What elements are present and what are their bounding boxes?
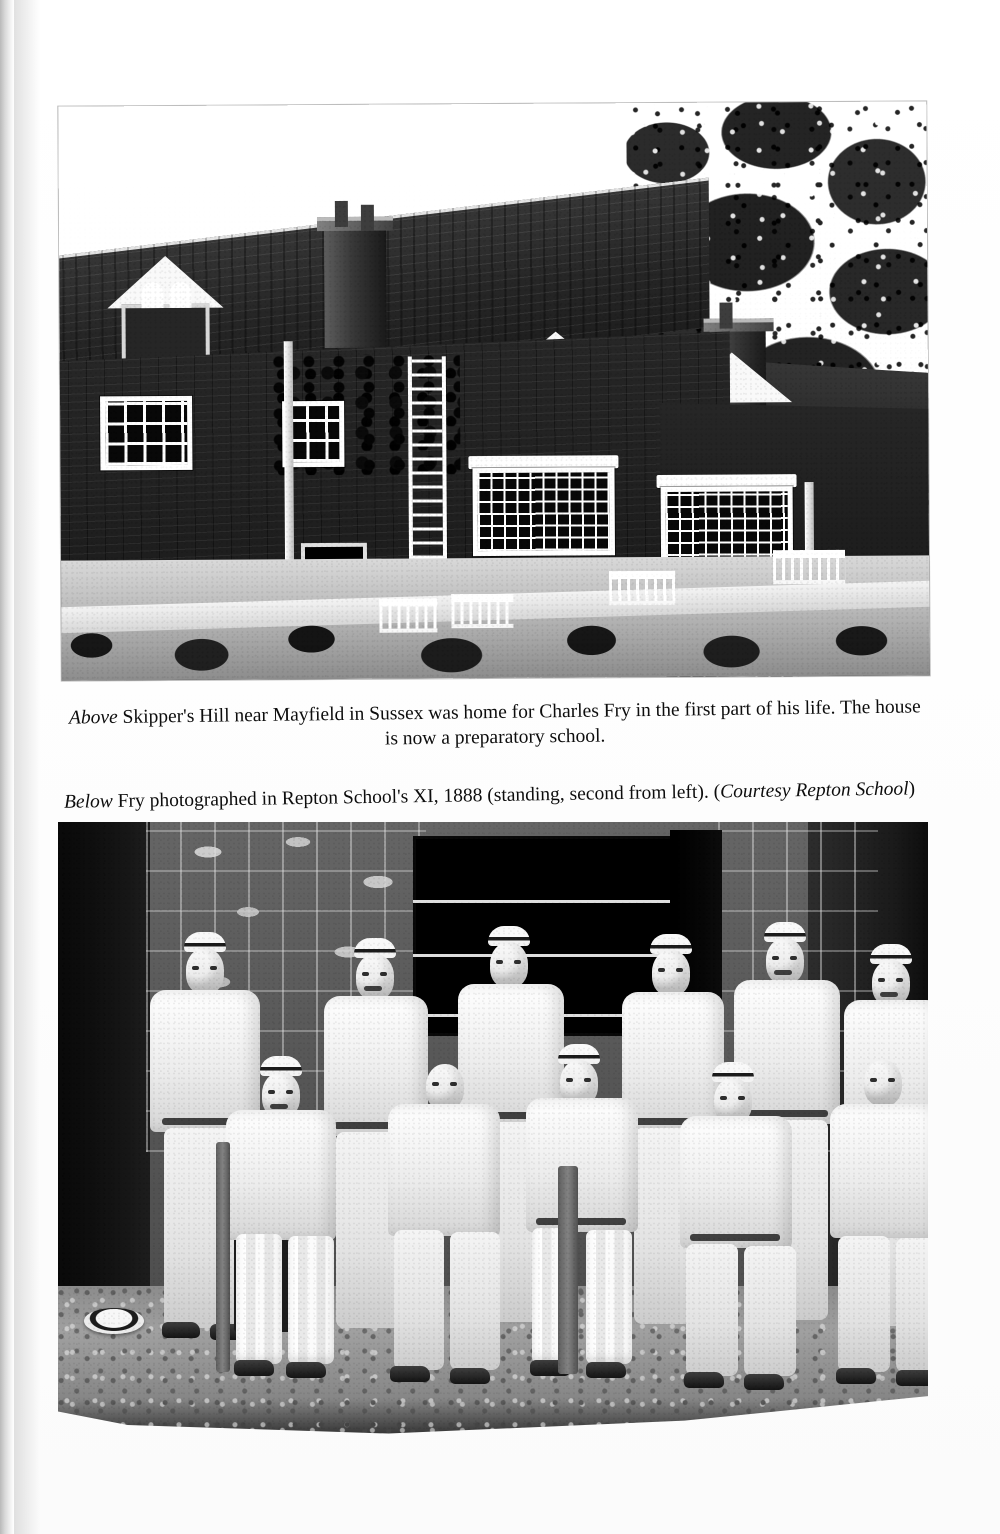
house-photograph bbox=[58, 101, 929, 680]
chimney-pot-left-2 bbox=[361, 205, 374, 231]
player-legs bbox=[686, 1244, 738, 1376]
player-torso bbox=[830, 1104, 928, 1238]
chimney-pot-right bbox=[719, 303, 732, 329]
page-gutter-falloff bbox=[14, 0, 40, 1534]
cricket-pad bbox=[236, 1234, 282, 1364]
caption-below-tail: ) bbox=[908, 778, 916, 800]
garden-shrubs bbox=[58, 580, 929, 680]
caption-above-text: Skipper's Hill near Mayfield in Sussex was home for Charles Fry in the first part of his life. The house is now a preparatory school. bbox=[117, 696, 921, 750]
player-head bbox=[864, 1060, 902, 1106]
chimney-left bbox=[324, 223, 387, 348]
player-head bbox=[490, 942, 528, 988]
caption-below-text: Fry photographed in Repton School's XI, 1888 (standing, second from left). ( bbox=[112, 781, 721, 813]
cricket-pad bbox=[586, 1230, 632, 1364]
player-torso bbox=[388, 1104, 500, 1236]
cricket-bat bbox=[216, 1142, 230, 1372]
player-legs bbox=[394, 1230, 444, 1370]
window-bar-1 bbox=[413, 900, 681, 903]
player-head bbox=[186, 948, 224, 994]
caption-below-lead: Below bbox=[63, 791, 113, 813]
dormer-arch-left-b bbox=[169, 282, 191, 308]
player-torso bbox=[526, 1098, 638, 1232]
page-gutter-shadow bbox=[0, 0, 14, 1534]
chimney-left-cap bbox=[317, 217, 393, 231]
cricket-team-photograph bbox=[58, 822, 928, 1436]
chimney-right-cap bbox=[704, 318, 774, 331]
garden-bench-4 bbox=[773, 550, 845, 584]
player-head bbox=[766, 938, 804, 984]
player-head bbox=[652, 950, 690, 996]
window-upper-left bbox=[100, 396, 192, 471]
window-bar-2 bbox=[413, 954, 681, 957]
boater-hat bbox=[84, 1308, 144, 1334]
caption-above-lead: Above bbox=[68, 706, 118, 729]
chimney-pot-left bbox=[335, 201, 348, 227]
bay-window-upper-left bbox=[472, 467, 615, 556]
player-torso bbox=[226, 1110, 336, 1240]
player-legs bbox=[450, 1232, 500, 1370]
player-legs bbox=[896, 1238, 928, 1372]
player-torso bbox=[680, 1116, 792, 1248]
player-legs bbox=[838, 1236, 890, 1372]
player-head bbox=[356, 954, 394, 1000]
ladder bbox=[408, 356, 447, 586]
dormer-arch-left-a bbox=[141, 282, 163, 308]
player-legs bbox=[744, 1246, 796, 1376]
cricket-pad bbox=[288, 1236, 334, 1364]
cricket-bat bbox=[558, 1166, 578, 1374]
caption-below-credit: Courtesy Repton School bbox=[719, 778, 909, 803]
dormer-gable-left bbox=[107, 256, 223, 309]
